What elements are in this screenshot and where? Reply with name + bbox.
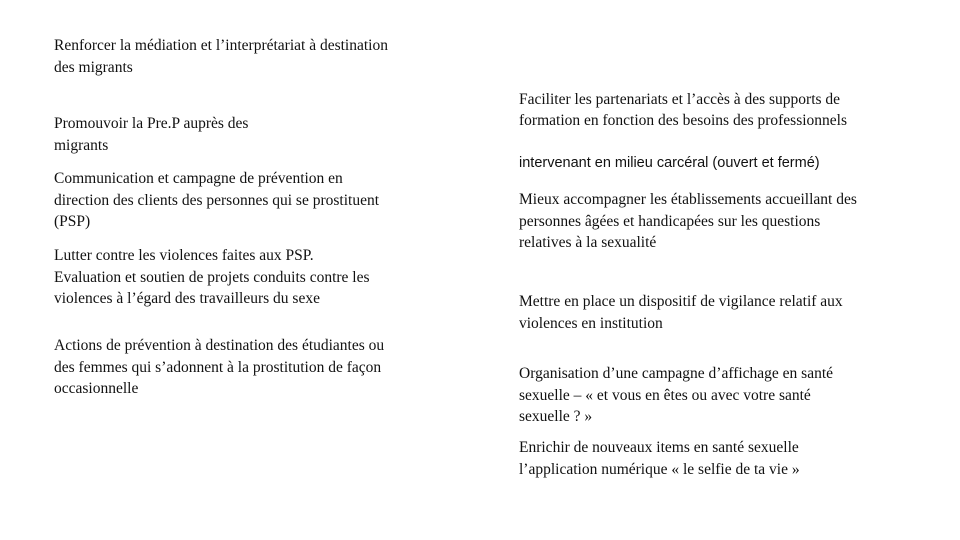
left-item-violences-psp: Lutter contre les violences faites aux PSP. Evaluation et soutien de projets conduits contre les violences à l’égard des travailleurs du sexe <box>54 247 370 308</box>
left-item-prep: Promouvoir la Pre.P auprès des migrants <box>54 115 249 154</box>
right-item-partnerships <box>519 67 939 197</box>
right-item-vigilance: Mettre en place un dispositif de vigilance relatif aux violences en institution <box>519 293 843 332</box>
left-item-mediation: Renforcer la médiation et l’interprétariat à destination des migrants <box>54 37 388 76</box>
right-item-selfie-app: Enrichir de nouveaux items en santé sexuelle l’application numérique « le selfie de ta vie » <box>519 439 800 478</box>
right-item-elderly-disabled: Mieux accompagner les établissements accueillant des personnes âgées et handicapées sur les questions relatives à la sexualité <box>519 191 857 252</box>
left-item-communication-psp: Communication et campagne de prévention en direction des clients des personnes qui se prostituent (PSP) <box>54 170 380 231</box>
right-item-poster-campaign: Organisation d’une campagne d’affichage en santé sexuelle – « et vous en êtes ou avec votre santé sexuelle ? » <box>519 365 834 426</box>
left-item-students-prevention: Actions de prévention à destination des étudiantes ou des femmes qui s’adonnent à la prostitution de façon occasionnelle <box>54 337 385 398</box>
right-item-partnerships-tail: intervenant en milieu carcéral (ouvert et fermé) <box>519 155 820 172</box>
right-item-partnerships-main: Faciliter les partenariats et l’accès à des supports de formation en fonction des besoins des professionnels <box>519 90 848 130</box>
